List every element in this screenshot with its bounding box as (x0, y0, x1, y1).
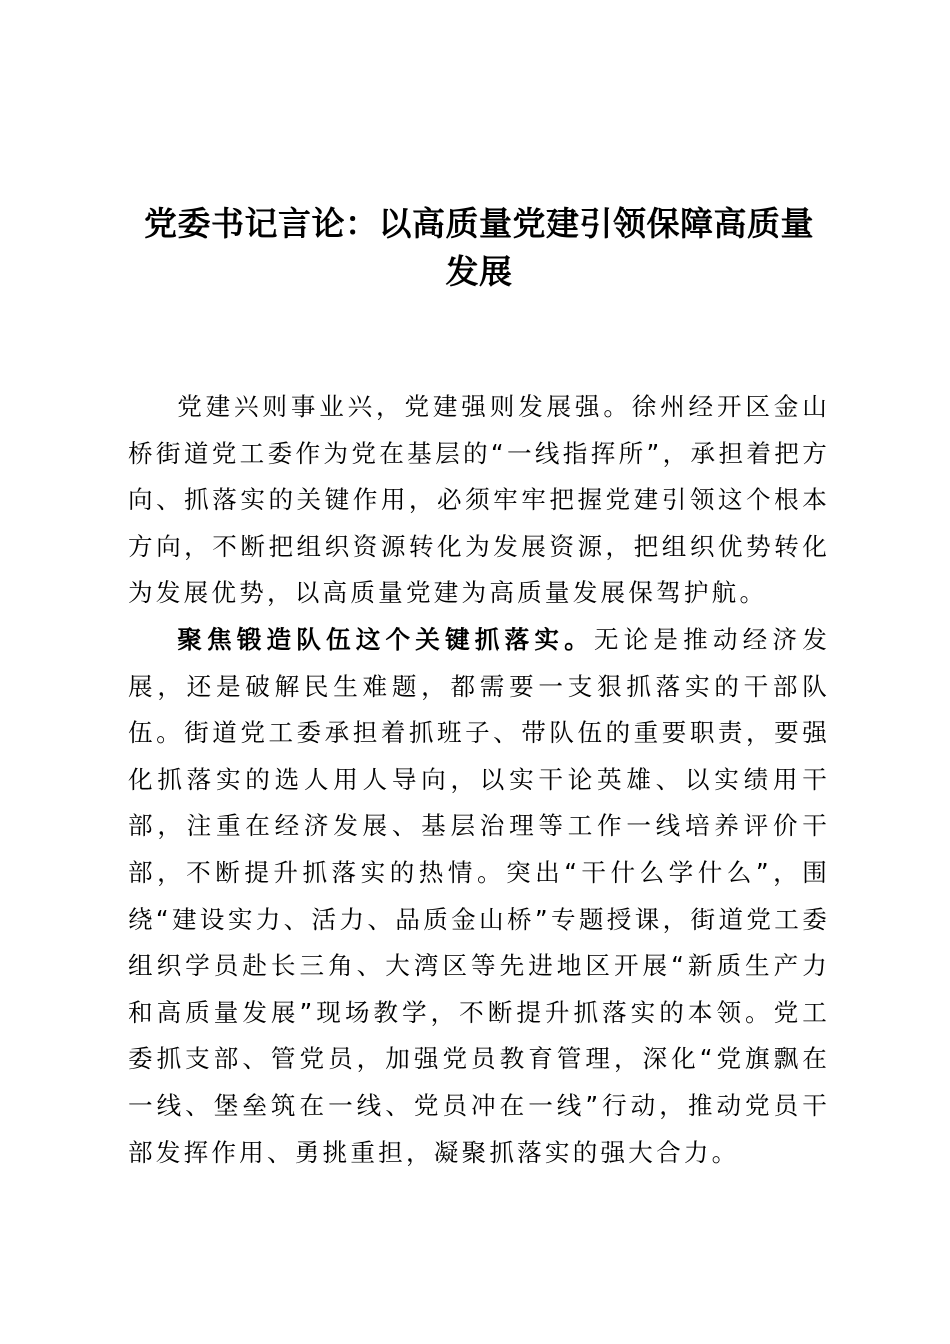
paragraph-team-building (128, 617, 830, 1176)
paragraph-intro: 党建兴则事业兴，党建强则发展强。徐州经开区金山桥街道党工委作为党在基层的“一线指挥所”，承担着把方向、抓落实的关键作用，必须牢牢把握党建引领这个根本方向，不断把组织资源转化为发展资源，把组织优势转化为发展优势，以高质量党建为高质量发展保驾护航。 (128, 392, 830, 608)
paragraph-body-text: 无论是推动经济发展，还是破解民生难题，都需要一支狠抓落实的干部队伍。街道党工委承担着抓班子、带队伍的重要职责，要强化抓落实的选人用人导向，以实干论英雄、以实绩用干部，注重在经济发展、基层治理等工作一线培养评价干部，不断提升抓落实的热情。突出“干什么学什么”，围绕“建设实力、活力、品质金山桥”专题授课，街道党工委组织学员赴长三角、大湾区等先进地区开展“新质生产力和高质量发展”现场教学，不断提升抓落实的本领。党工委抓支部、管党员，加强党员教育管理，深化“党旗飘在一线、堡垒筑在一线、党员冲在一线”行动，推动党员干部发挥作用、勇挑重担，凝聚抓落实的强大合力。 (128, 624, 830, 1167)
title-line-1: 党委书记言论：以高质量党建引领保障高质量 (144, 204, 814, 243)
document-title (128, 200, 830, 296)
title-line-2: 发展 (445, 252, 513, 291)
paragraph-lead-heading: 聚焦锻造队伍这个关键抓落实。 (177, 624, 594, 654)
document-body (128, 384, 830, 1176)
